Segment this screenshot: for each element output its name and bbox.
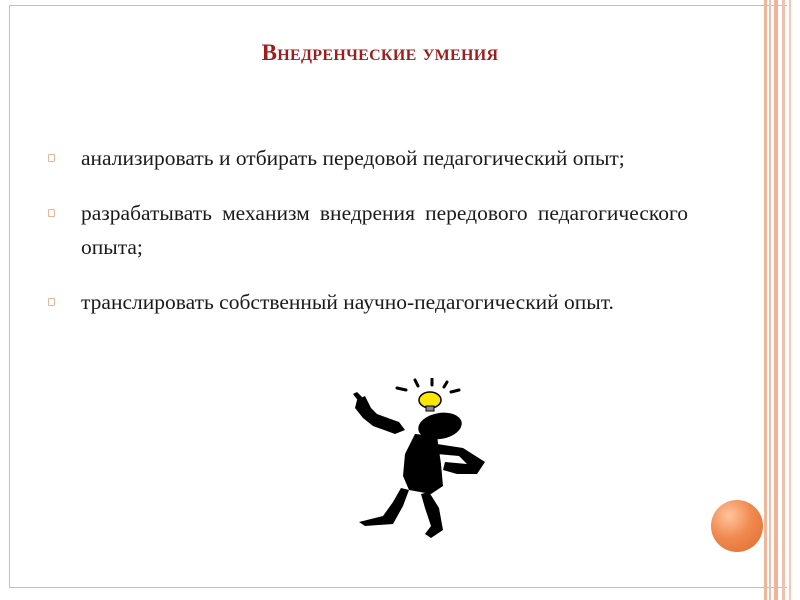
- decorative-stripe: [782, 0, 785, 600]
- slide-title: Внедренческие умения: [261, 40, 499, 65]
- idea-rays-icon: [397, 379, 459, 392]
- bullet-icon: [48, 154, 55, 162]
- lightbulb-icon: [419, 392, 441, 411]
- decorative-orb: [711, 500, 763, 552]
- bullet-text: анализировать и отбирать передовой педагогический опыт;: [81, 146, 625, 170]
- decorative-stripe: [789, 0, 791, 600]
- decorative-stripe: [764, 0, 767, 600]
- decorative-stripe: [769, 0, 771, 600]
- bullet-text: разрабатывать механизм внедрения передового педагогического опыта;: [81, 201, 688, 259]
- bullet-item: [48, 285, 688, 319]
- bullet-list: [48, 141, 688, 340]
- bullet-icon: [48, 298, 55, 306]
- bullet-item: [48, 196, 688, 264]
- bullet-item: [48, 141, 688, 175]
- bullet-text: транслировать собственный научно-педагогический опыт.: [81, 290, 614, 314]
- decorative-stripe: [774, 0, 778, 600]
- bullet-icon: [48, 209, 55, 217]
- thinking-person-icon: [345, 378, 495, 543]
